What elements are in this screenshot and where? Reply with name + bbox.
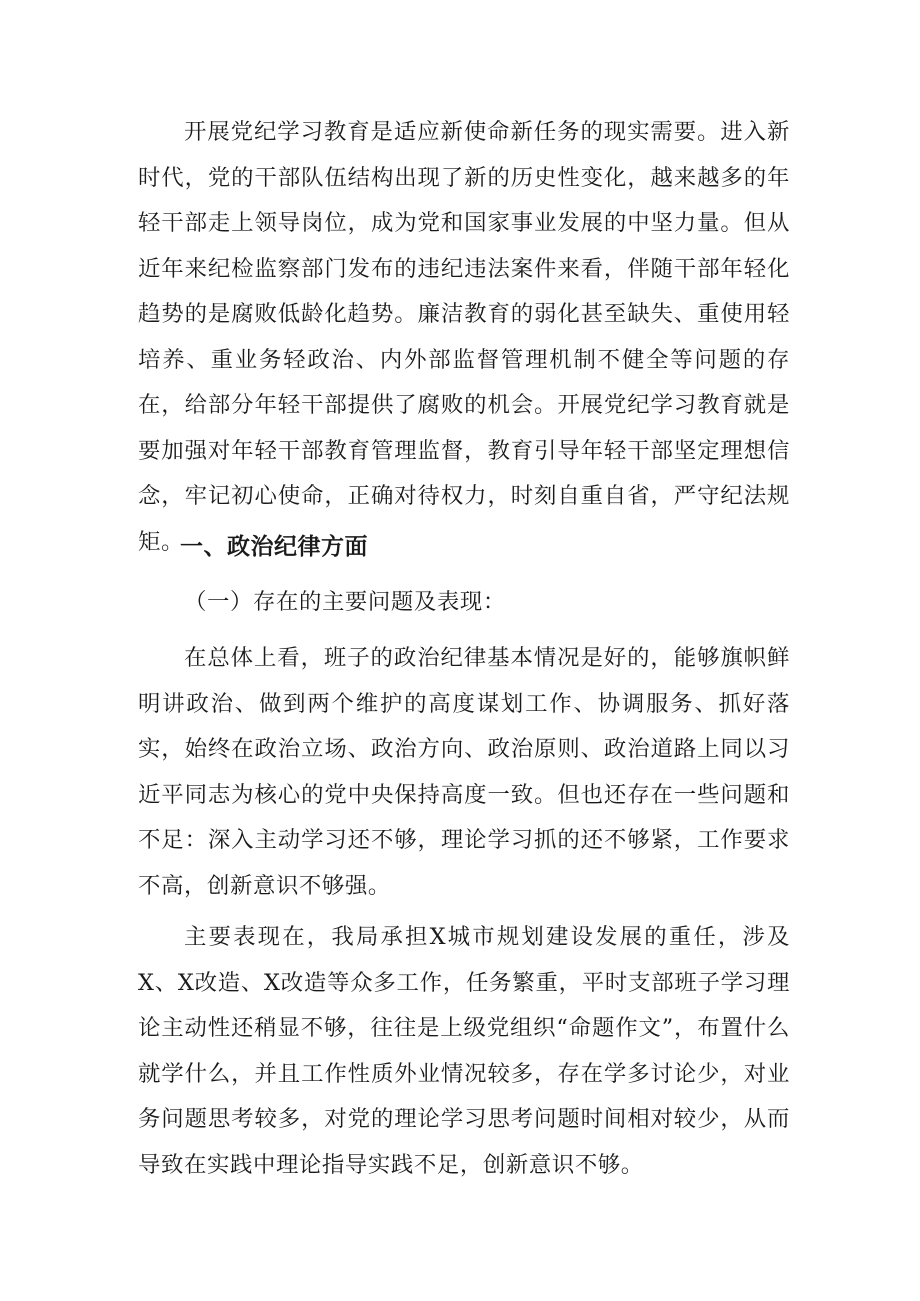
subsection-heading: （一）存在的主要问题及表现： — [184, 589, 506, 615]
paragraph-intro: 开展党纪学习教育是适应新使命新任务的现实需要。进入新时代，党的干部队伍结构出现了新的历史性变化，越来越多的年轻干部走上领导岗位，成为党和国家事业发展的中坚力量。但从近年来纪检监察部门发布的违纪违法案件来看，伴随干部年轻化趋势的是腐败低龄化趋势。廉洁教育的弱化甚至缺失、重使用轻培养、重业务轻政治、内外部监督管理机制不健全等问题的存在，给部分年轻干部提供了腐败的机会。开展党纪学习教育就是要加强对年轻干部教育管理监督，教育引导年轻干部坚定理想信念，牢记初心使命，正确对待权力，时刻自重自省，严守纪法规矩。 — [138, 119, 790, 555]
section-heading: 一、政治纪律方面 — [180, 534, 368, 560]
paragraph-details: 主要表现在，我局承担X城市规划建设发展的重任，涉及X、X改造、X改造等众多工作，任务繁重，平时支部班子学习理论主动性还稍显不够，往往是上级党组织“命题作文”，布置什么就学什么，并且工作性质外业情况较多，存在学多讨论少，对业务问题思考较多，对党的理论学习思考问题时间相对较少，从而导致在实践中理论指导实践不足，创新意识不够。 — [138, 924, 790, 1178]
paragraph-overview: 在总体上看，班子的政治纪律基本情况是好的，能够旗帜鲜明讲政治、做到两个维护的高度谋划工作、协调服务、抓好落实，始终在政治立场、政治方向、政治原则、政治道路上同以习近平同志为核心的党中央保持高度一致。但也还存在一些问题和不足：深入主动学习还不够，理论学习抓的还不够紧，工作要求不高，创新意识不够强。 — [138, 645, 790, 899]
